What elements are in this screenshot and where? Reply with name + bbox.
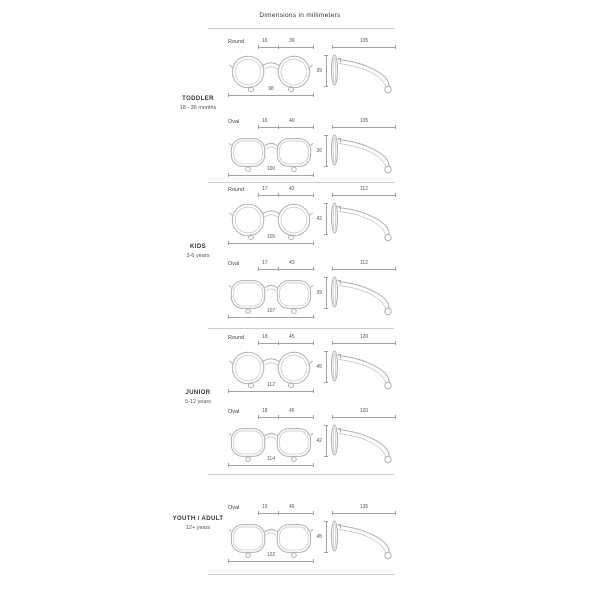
category-age-range: 5-12 years [185,399,211,405]
temple-length-value: 135 [359,504,369,510]
shape-label: Oval [228,409,240,415]
glasses-side-view-drawing [330,199,400,245]
total-width-value: 114 [267,456,275,462]
total-width-dimension [228,457,314,466]
section-divider-3 [208,474,394,475]
top-dimension [258,409,314,418]
section-divider-1 [208,182,394,183]
temple-length-value: 112 [360,186,368,192]
lens-width-value: 43 [289,260,295,266]
lens-height-dimension [314,425,329,457]
bridge-width-value: 16 [262,38,268,44]
lens-height-value: 36 [316,148,322,154]
lens-width-value: 49 [289,504,295,510]
bridge-width-value: 18 [262,334,268,340]
total-width-dimension [228,235,314,244]
glasses-side-view-drawing [330,421,400,467]
temple-length-value: 120 [359,408,369,414]
category-age-range: 12+ years [185,525,211,531]
lens-height-value: 42 [316,438,322,444]
total-width-value: 122 [266,552,276,558]
lens-height-dimension [314,55,329,87]
top-dimension [258,119,314,128]
category-name: JUNIOR [185,390,211,396]
lens-width-value: 46 [289,408,295,414]
top-dimension [258,39,314,48]
total-width-value: 98 [268,86,274,92]
shape-label: Round [228,335,245,341]
glasses-side-view-drawing [330,347,400,393]
lens-height-value: 45 [316,364,322,370]
lens-height-dimension [314,277,329,309]
shape-label: Round [228,39,245,45]
total-width-value: 112 [267,382,275,388]
category-age-range: 3-6 years [186,253,210,259]
lens-width-value: 40 [289,118,295,124]
row-kids-oval [226,260,402,322]
top-dimension [258,187,314,196]
temple-length-dimension [332,505,396,514]
total-width-dimension [228,383,314,392]
shape-label: Oval [228,119,240,125]
total-width-dimension [228,309,314,318]
temple-length-dimension [332,261,396,270]
glasses-side-view-drawing [330,131,400,177]
temple-length-value: 112 [360,260,368,266]
title-underline [208,28,394,29]
page-title: Dimensions in millimeters [259,12,341,19]
top-dimension [258,261,314,270]
category-name: YOUTH / ADULT [172,516,224,522]
glasses-side-view-drawing [330,51,400,97]
top-dimension [258,335,314,344]
shape-label: Oval [228,261,240,267]
lens-width-value: 45 [289,334,295,340]
total-width-value: 107 [266,308,276,314]
temple-length-dimension [332,39,396,48]
row-kids-round [226,186,402,248]
temple-length-value: 120 [359,334,369,340]
shape-label: Oval [228,505,240,511]
lens-height-dimension [314,135,329,167]
glasses-side-view-drawing [330,273,400,319]
glasses-side-view-drawing [330,517,400,563]
temple-length-value: 105 [359,118,369,124]
lens-height-value: 39 [316,290,322,296]
total-width-value: 105 [266,234,276,240]
row-junior-oval [226,408,402,470]
bottom-divider [208,574,394,575]
temple-length-value: 105 [359,38,369,44]
row-toddler-round [226,38,402,100]
bridge-width-value: 17 [262,260,268,266]
top-dimension [258,505,314,514]
temple-length-dimension [332,335,396,344]
lens-width-value: 39 [289,38,295,44]
category-age-range: 18 - 36 months [179,105,217,111]
bridge-width-value: 18 [262,408,268,414]
bridge-width-value: 19 [262,504,268,510]
temple-length-dimension [332,119,396,128]
temple-length-dimension [332,187,396,196]
total-width-dimension [228,167,314,176]
row-junior-round [226,334,402,396]
lens-height-dimension [314,521,329,553]
lens-width-value: 42 [289,186,295,192]
section-divider-2 [208,328,394,329]
row-toddler-oval [226,118,402,180]
temple-length-dimension [332,409,396,418]
lens-height-dimension [314,351,329,383]
category-name: KIDS [190,244,206,250]
bridge-width-value: 16 [262,118,268,124]
total-width-value: 100 [266,166,276,172]
bridge-width-value: 17 [262,186,268,192]
shape-label: Round [228,187,245,193]
lens-height-value: 42 [316,216,322,222]
total-width-dimension [228,553,314,562]
category-name: TODDLER [182,96,214,102]
lens-height-value: 39 [316,68,322,74]
lens-height-dimension [314,203,329,235]
row-youth-adult-oval [226,504,402,566]
lens-height-value: 45 [316,534,322,540]
total-width-dimension [228,87,314,96]
